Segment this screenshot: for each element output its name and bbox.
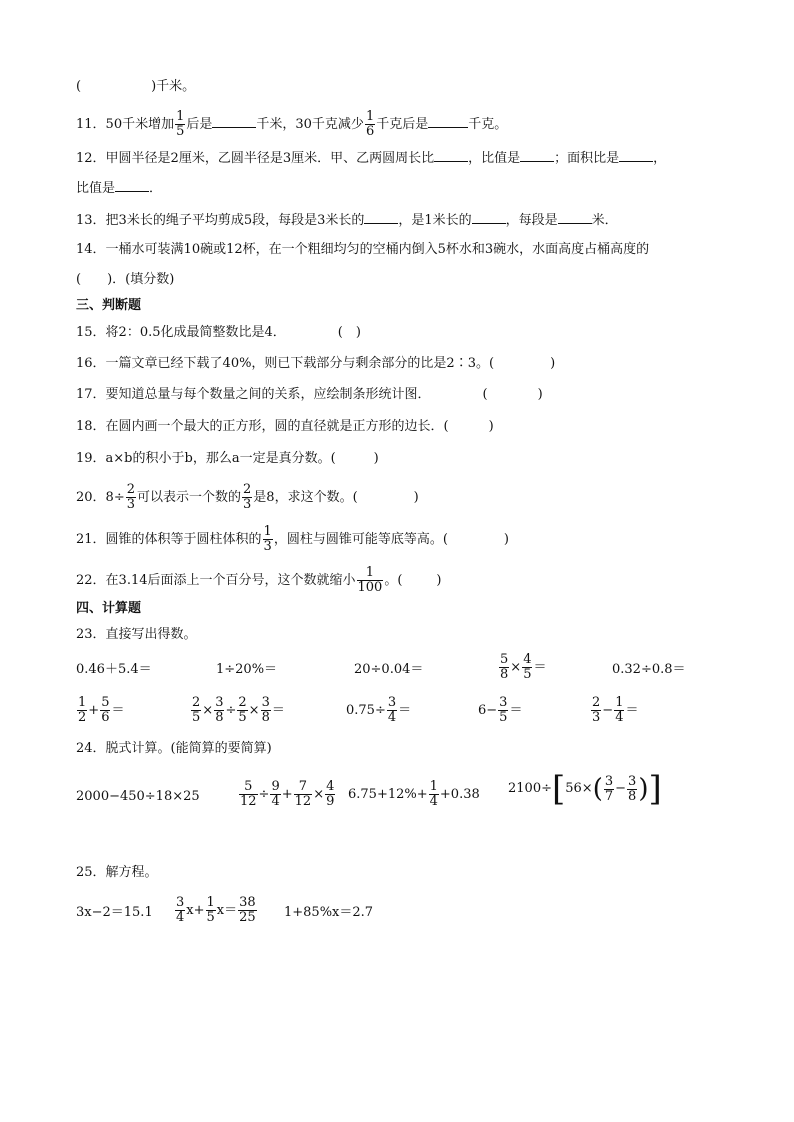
q11-text: 50千米增加	[105, 117, 175, 132]
q23-item: 6− $\frac{3}{5}$ ＝	[478, 695, 523, 725]
q14-line2: ( )．(填分数)	[76, 272, 175, 287]
q23-item: 0.75÷ $\frac{3}{4}$ ＝	[346, 695, 412, 725]
q11-text: 后是	[186, 117, 213, 132]
answer-paren[interactable]: ( )	[337, 325, 361, 340]
q13-text: ，每段是	[505, 213, 558, 228]
q17	[76, 386, 543, 404]
q24-expr-2: $\frac{5}{12}$ ÷ $\frac{9}{4}$ + $\frac{7}{12}$ × $\frac{4}{9}$	[240, 779, 335, 809]
q22-text: 22．在3.14后面添上一个百分号，这个数就缩小	[76, 573, 356, 588]
q12-text: 比值是	[76, 181, 116, 196]
q20-text: 是8，求这个数。(	[253, 490, 358, 505]
q21-text: ，圆柱与圆锥可能等底等高。(	[273, 532, 448, 547]
q23-item: $\frac{2}{5}$ × $\frac{3}{8}$ ÷ $\frac{2}{5}$ × $\frac{3}{8}$ ＝	[192, 695, 285, 725]
q19	[76, 450, 379, 468]
q20-text: 可以表示一个数的	[137, 490, 242, 505]
answer-blank[interactable]	[364, 210, 398, 224]
q12-text: 12．甲圆半径是2厘米，乙圆半径是3厘米．甲、乙两圆周长比	[76, 151, 435, 166]
q24-title: 24．脱式计算。(能简算的要简算)	[76, 741, 272, 756]
q11-text: 千克后是	[376, 117, 429, 132]
answer-blank[interactable]	[81, 77, 151, 90]
q16	[76, 355, 555, 373]
q14-line1: 14．一桶水可装满10碗或12杯，在一个粗细均匀的空桶内倒入5杯水和3碗水，水面高度占桶高度的	[76, 242, 650, 257]
q22-text: 。(	[384, 573, 403, 588]
q23-item: 0.46＋5.4＝	[76, 662, 152, 677]
q18	[76, 418, 494, 436]
fraction: $\frac{2}{3}$	[126, 482, 135, 512]
q23-item: $\frac{5}{8}$ × $\frac{4}{5}$ ＝	[500, 652, 547, 682]
answer-blank[interactable]	[472, 210, 506, 224]
fraction: $\frac{1}{3}$	[263, 524, 272, 554]
q21-text: 21．圆锥的体积等于圆柱体积的	[76, 532, 262, 547]
fraction: $\frac{1}{100}$	[357, 565, 383, 595]
q25-title: 25．解方程。	[76, 865, 158, 880]
q21	[76, 525, 509, 554]
paren-open: (	[482, 387, 488, 402]
q15	[76, 324, 361, 342]
q24-expr-1: 2000−450÷18×25	[76, 789, 200, 804]
section-heading-judgement: 三、判断题	[76, 298, 142, 313]
q13	[76, 210, 618, 230]
answer-blank[interactable]	[212, 114, 256, 128]
q11-text: 千米，30千克减少	[256, 117, 364, 132]
q12-text: ，	[653, 151, 667, 166]
q22	[76, 566, 441, 595]
q23-item: 1÷20%＝	[216, 662, 278, 677]
q20-text: 20．8÷	[76, 490, 125, 505]
q13-text: ，是1米长的	[398, 213, 472, 228]
q12-line1	[76, 148, 666, 168]
paren-close: )	[373, 451, 379, 466]
q20	[76, 483, 419, 512]
q24-expr-4: 2100÷[56×( $\frac{3}{7}$ − $\frac{3}{8}$ )]	[508, 769, 662, 809]
answer-blank[interactable]	[115, 178, 149, 192]
q13-text: 13．把3米长的绳子平均剪成5段，每段是3米长的	[76, 213, 365, 228]
q15-text: 15．将2：0.5化成最简整数比是4．	[76, 325, 286, 340]
answer-blank[interactable]	[558, 210, 592, 224]
q23-item: $\frac{1}{2}$ + $\frac{5}{6}$ ＝	[78, 695, 125, 725]
paren-close: )	[413, 490, 419, 505]
fraction: $\frac{2}{3}$	[243, 482, 252, 512]
q24-expr-3: 6.75+12%+ $\frac{1}{4}$ +0.38	[348, 779, 480, 809]
q25-equation-1: 3x−2＝15.1	[76, 905, 153, 920]
answer-blank[interactable]	[428, 114, 468, 128]
answer-blank[interactable]	[520, 148, 554, 162]
q25-equation-3: 1+85%x＝2.7	[284, 905, 374, 920]
q23-item: 20÷0.04＝	[354, 662, 424, 677]
q11-number: 11．	[76, 117, 106, 132]
paren-close: )	[550, 356, 556, 371]
q10-tail	[76, 77, 195, 96]
q12-text: ，比值是	[468, 151, 521, 166]
q19-text: 19．a×b的积小于b，那么a一定是真分数。(	[76, 451, 336, 466]
paren-open: (	[76, 79, 82, 94]
q11	[76, 110, 507, 139]
fraction: $\frac{1}{5}$	[176, 109, 185, 139]
paren-close: )	[488, 419, 494, 434]
answer-blank[interactable]	[434, 148, 468, 162]
paren-close: )	[503, 532, 509, 547]
q11-text: 千克。	[468, 117, 508, 132]
q12-line2	[76, 178, 162, 198]
q12-text: ．	[149, 181, 163, 196]
section-heading-calculation: 四、计算题	[76, 601, 142, 616]
q23-item: $\frac{2}{3}$ − $\frac{1}{4}$ ＝	[592, 695, 639, 725]
fraction: $\frac{1}{6}$	[365, 109, 375, 139]
q10-unit: )千米。	[151, 79, 196, 94]
q25-equation-2: $\frac{3}{4}$ x+ $\frac{1}{5}$ x＝ $\frac{38}{25}$	[176, 895, 256, 925]
answer-blank[interactable]	[619, 148, 653, 162]
paren-close: )	[537, 387, 543, 402]
q18-text: 18．在圆内画一个最大的正方形，圆的直径就是正方形的边长．(	[76, 419, 449, 434]
q12-text: ；面积比是	[554, 151, 620, 166]
q23-item: 0.32÷0.8＝	[612, 662, 686, 677]
q23-title: 23．直接写出得数。	[76, 627, 197, 642]
paren-close: )	[436, 573, 442, 588]
q13-text: 米．	[591, 213, 618, 228]
q17-text: 17．要知道总量与每个数量之间的关系，应绘制条形统计图．	[76, 387, 431, 402]
q16-text: 16．一篇文章已经下载了40%，则已下载部分与剩余部分的比是2∶3。(	[76, 356, 495, 371]
